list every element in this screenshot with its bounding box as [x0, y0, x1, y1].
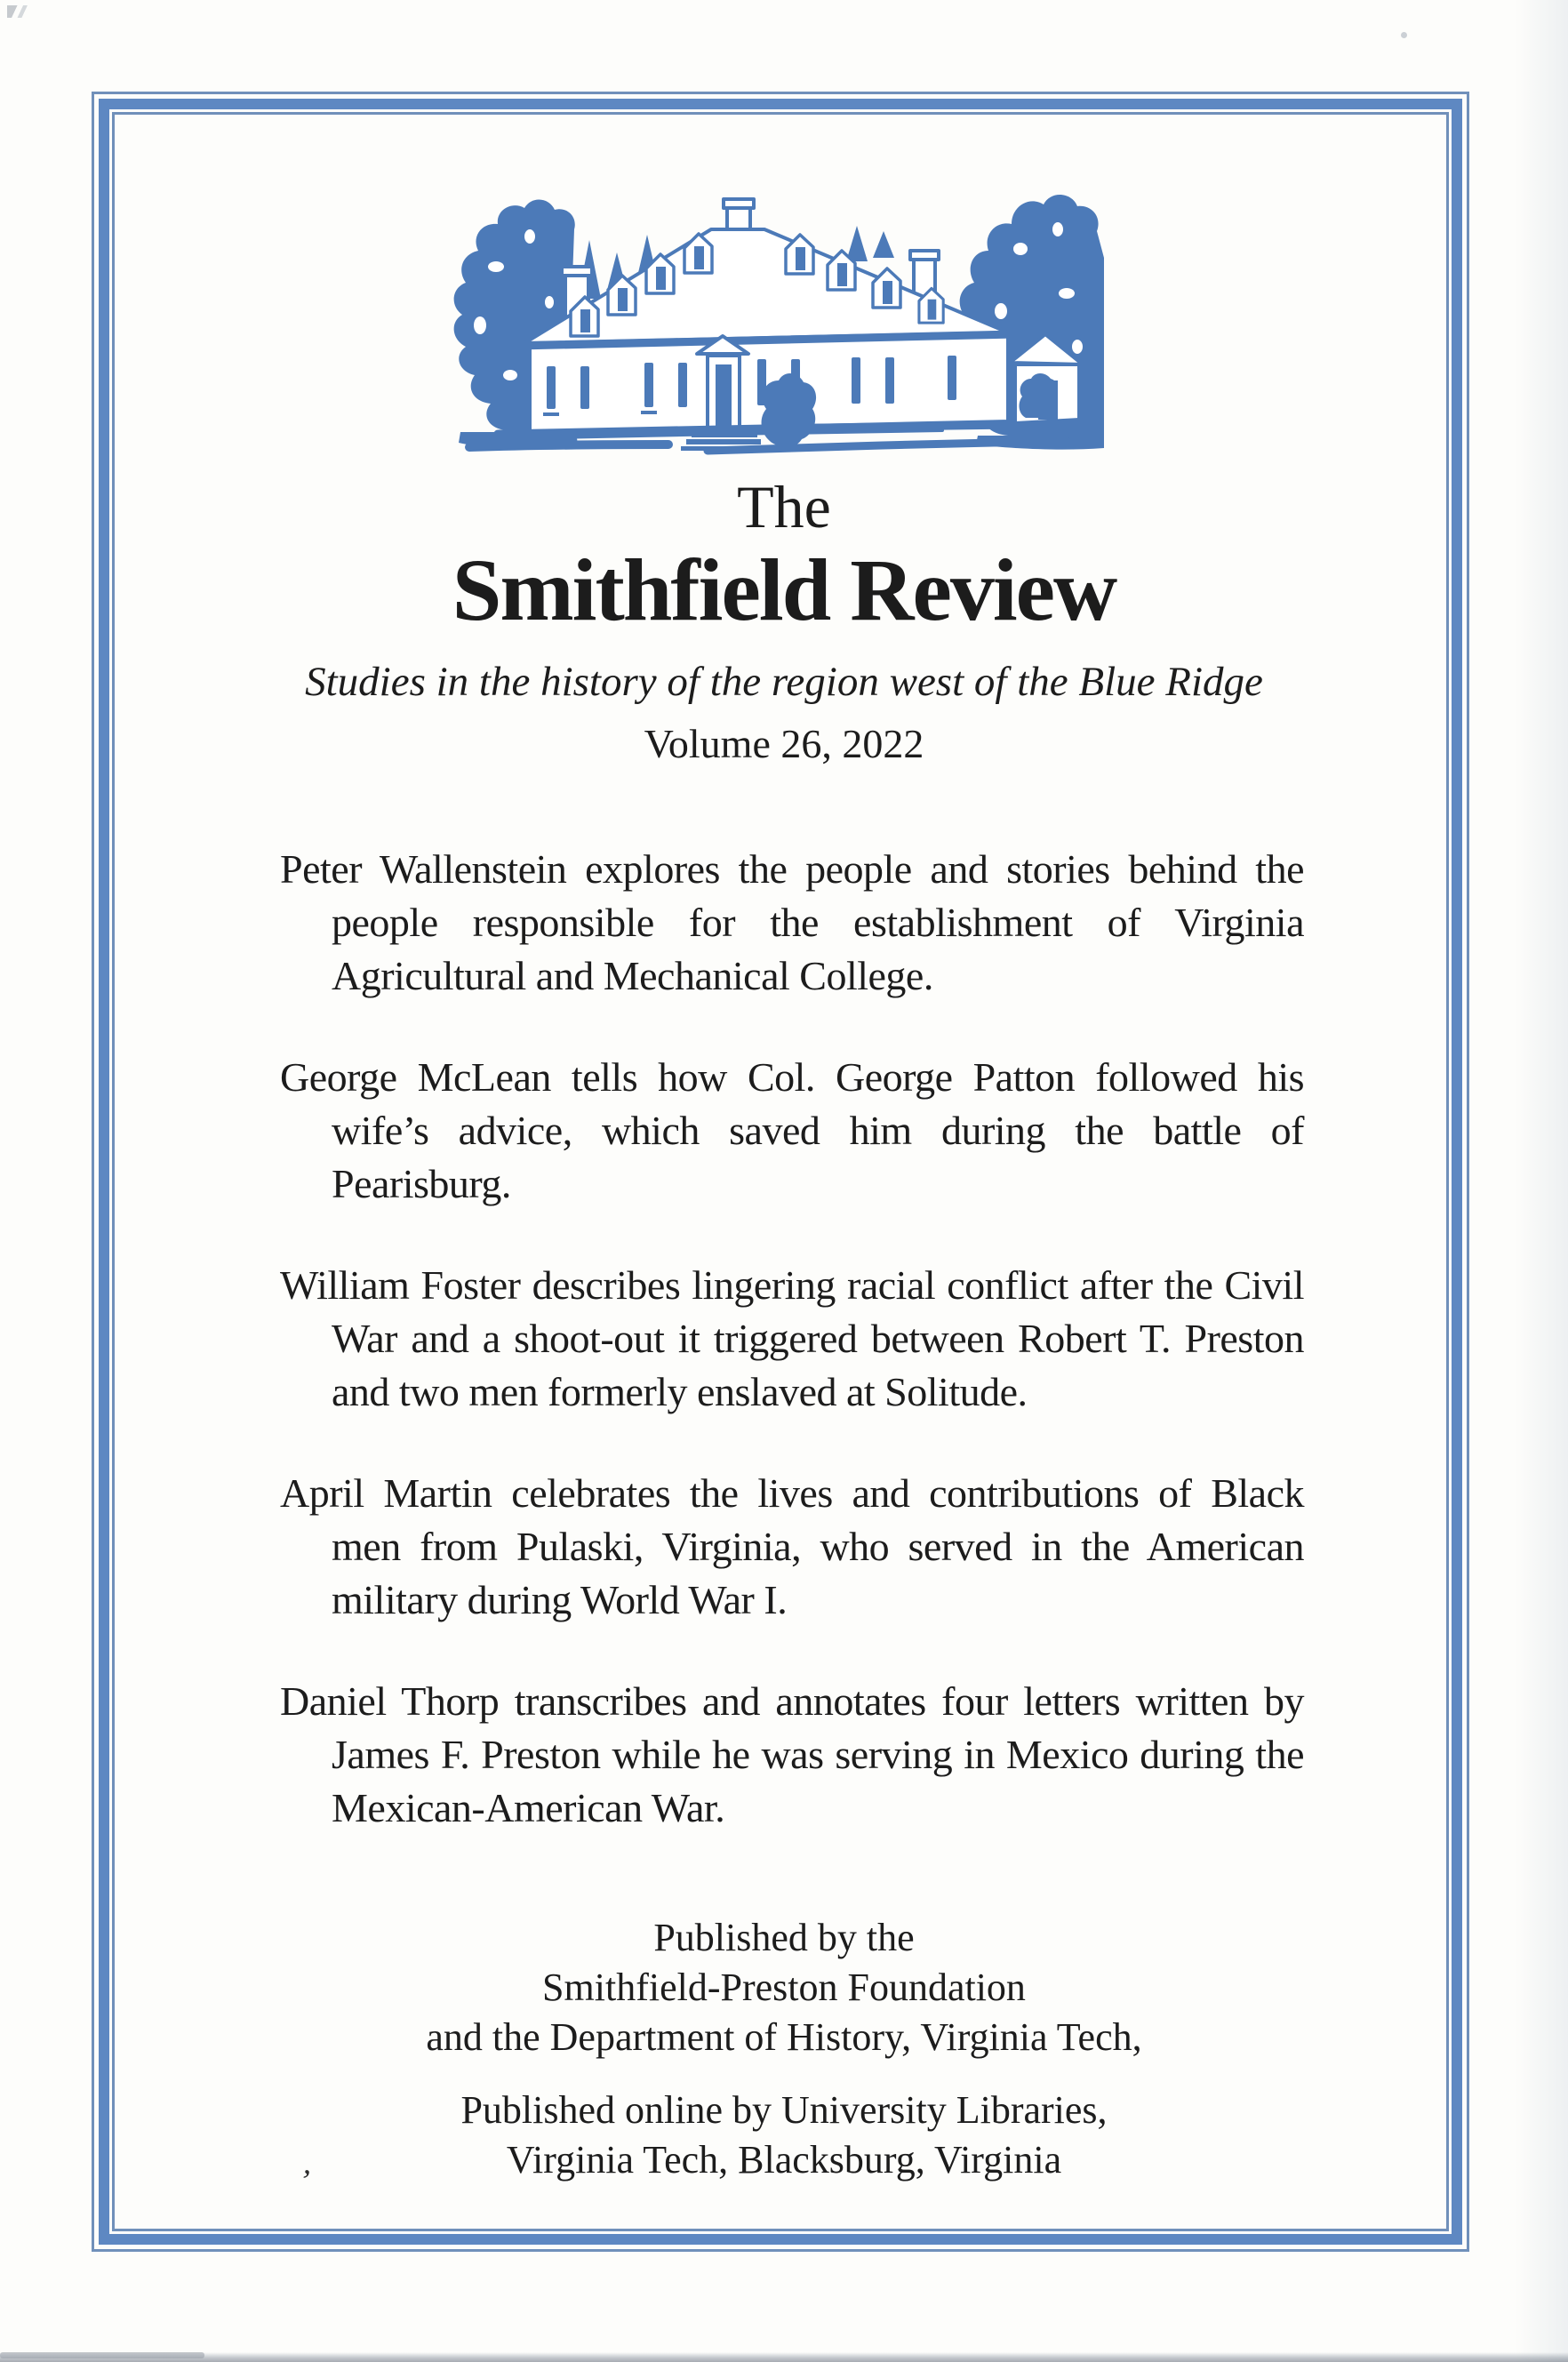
scan-dot-smudge [1401, 32, 1407, 38]
house-engraving-icon [444, 151, 1106, 455]
scan-corner-smudge [7, 5, 30, 18]
article-summary-wallenstein: Peter Wallenstein explores the people and stories behind the people responsible for the establishment of Virginia Agricultural and Mechanical College. [280, 846, 1304, 998]
page-title: Smithfield Review [452, 540, 1116, 639]
volume-line: Volume 26, 2022 [644, 721, 924, 766]
imprint-online-block [116, 2086, 1452, 2185]
imprint-publisher-block [116, 1913, 1452, 2062]
smithfield-house-illustration [444, 151, 1106, 455]
imprint-department: and the Department of History, Virginia Tech, [426, 2015, 1142, 2059]
article-summary-mclean: George McLean tells how Col. George Patton followed his wife’s advice, which saved him during the battle of Pearisburg. [280, 1054, 1304, 1206]
article-summary-martin: April Martin celebrates the lives and contributions of Black men from Pulaski, Virginia, who served in the American military during World War I. [280, 1470, 1304, 1622]
scan-bottom-edge [0, 2352, 1568, 2362]
imprint-location: Virginia Tech, Blacksburg, Virginia [506, 2138, 1062, 2182]
masthead-pretitle: The [737, 473, 831, 540]
imprint-foundation: Smithfield-Preston Foundation [542, 1966, 1026, 2009]
article-summary-list [280, 843, 1304, 1883]
stray-pen-mark: ’ [298, 2162, 314, 2199]
article-summary-foster: William Foster describes lingering racial conflict after the Civil War and a shoot-out it triggered between Robert T. Preston and two men formerly enslaved at Solitude. [280, 1262, 1304, 1414]
imprint-published-online: Published online by University Libraries, [460, 2088, 1108, 2132]
scan-right-edge-tint [1515, 0, 1568, 2362]
masthead-subtitle: Studies in the history of the region west of the Blue Ridge [305, 659, 1263, 705]
imprint-published-by: Published by the [653, 1916, 915, 1959]
article-summary-thorp: Daniel Thorp transcribes and annotates four letters written by James F. Preston while he was serving in Mexico during the Mexican-American War. [280, 1678, 1304, 1830]
